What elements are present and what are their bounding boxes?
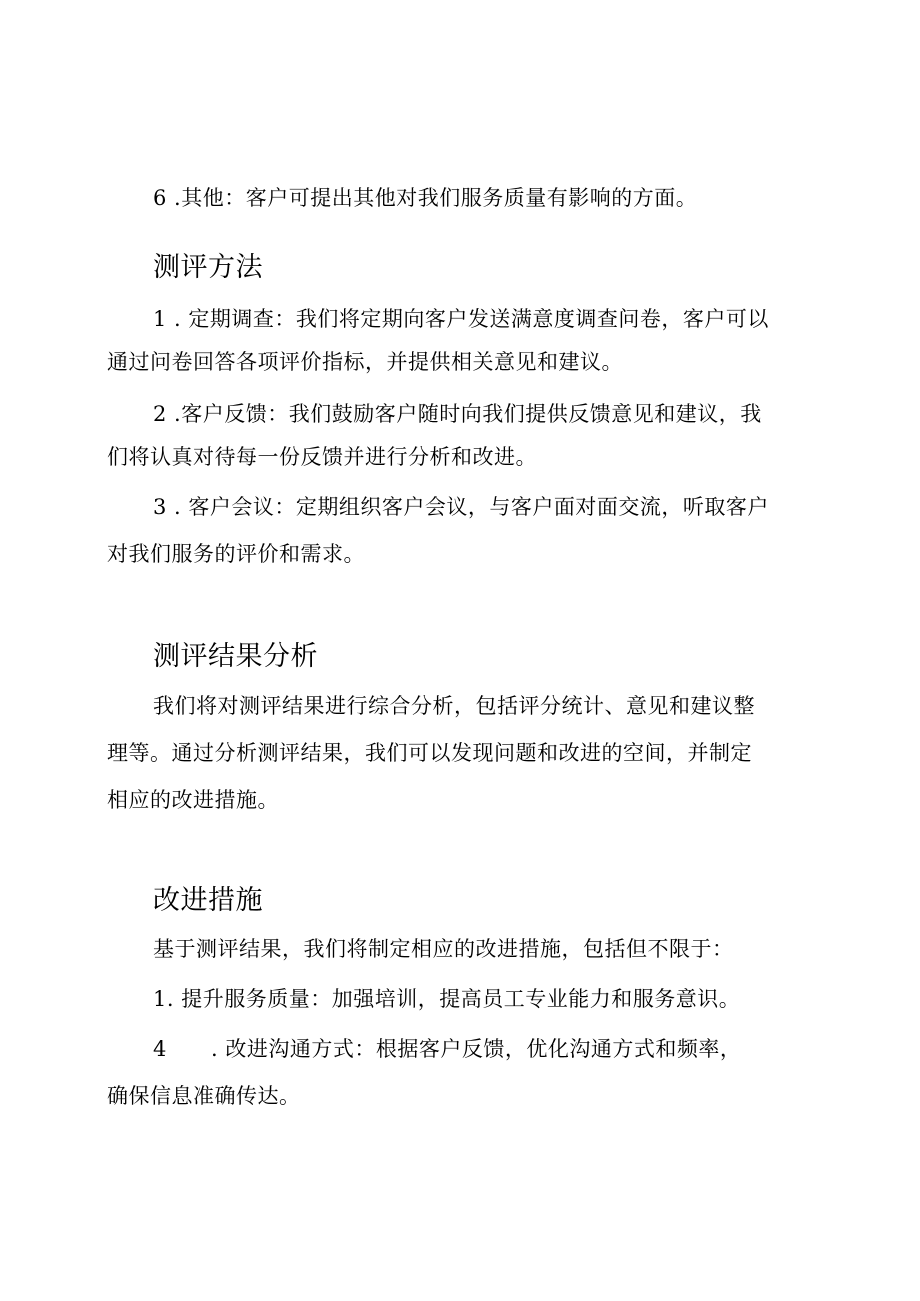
method-item-1-line-1: 1 . 定期调查：我们将定期向客户发送满意度调查问卷，客户可以 bbox=[153, 307, 769, 331]
improvement-item-4-line-1 bbox=[153, 1035, 741, 1063]
improvement-item-1: 1. 提升服务质量：加强培训，提高员工专业能力和服务意识。 bbox=[153, 987, 741, 1011]
method-item-2-line-1: 2 .客户反馈：我们鼓励客户随时向我们提供反馈意见和建议，我 bbox=[153, 402, 762, 426]
method-item-2-line-2: 们将认真对待每一份反馈并进行分析和改进。 bbox=[107, 445, 537, 469]
analysis-line-1: 我们将对测评结果进行综合分析，包括评分统计、意见和建议整 bbox=[153, 694, 755, 718]
improvement-item-4-line-2: 确保信息准确传达。 bbox=[107, 1084, 301, 1108]
analysis-line-2: 理等。通过分析测评结果，我们可以发现问题和改进的空间，并制定 bbox=[107, 741, 752, 765]
analysis-line-3: 相应的改进措施。 bbox=[107, 788, 279, 812]
heading-improvement-measures: 改进措施 bbox=[153, 885, 263, 916]
improvement-intro: 基于测评结果，我们将制定相应的改进措施，包括但不限于： bbox=[153, 937, 734, 961]
improvement-item-4-number: 4 bbox=[153, 1037, 167, 1061]
list-item-other: 6 .其他：客户可提出其他对我们服务质量有影响的方面。 bbox=[153, 186, 698, 210]
improvement-item-4-text: . 改进沟通方式：根据客户反馈，优化沟通方式和频率， bbox=[211, 1037, 742, 1061]
method-item-3-line-1: 3 . 客户会议：定期组织客户会议，与客户面对面交流，听取客户 bbox=[153, 495, 769, 519]
method-item-3-line-2: 对我们服务的评价和需求。 bbox=[107, 542, 365, 566]
method-item-1-line-2: 通过问卷回答各项评价指标，并提供相关意见和建议。 bbox=[107, 350, 623, 374]
heading-evaluation-method: 测评方法 bbox=[153, 252, 263, 283]
heading-result-analysis: 测评结果分析 bbox=[153, 641, 318, 672]
